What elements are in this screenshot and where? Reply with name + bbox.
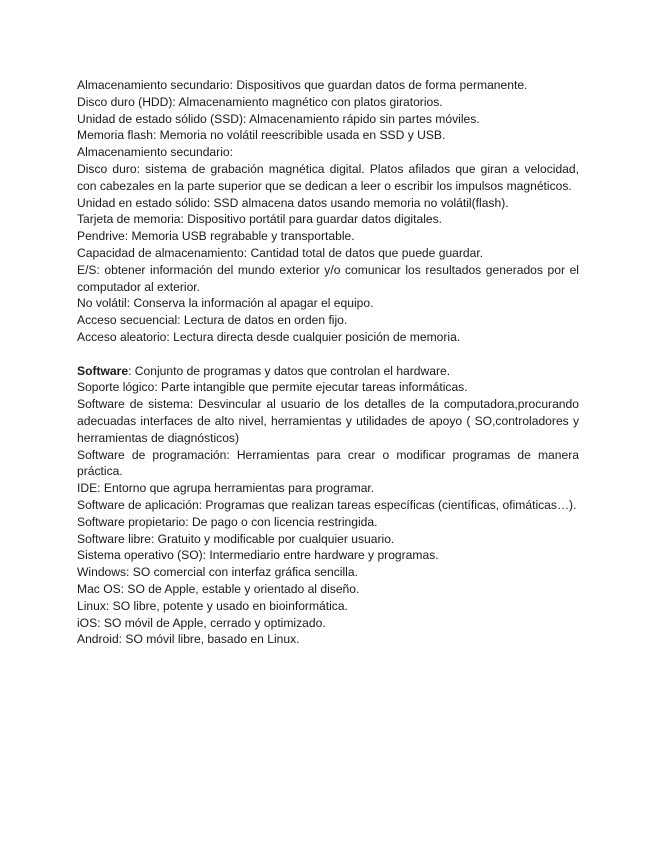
document-page <box>77 77 579 648</box>
software-line: Soporte lógico: Parte intangible que permite ejecutar tareas informáticas. <box>77 380 468 395</box>
storage-line: Acceso secuencial: Lectura de datos en orden fijo. <box>77 313 348 328</box>
storage-line: Tarjeta de memoria: Dispositivo portátil para guardar datos digitales. <box>77 212 443 227</box>
software-line: iOS: SO móvil de Apple, cerrado y optimizado. <box>77 615 326 630</box>
section-spacer <box>77 346 579 363</box>
software-line: Software de sistema: Desvincular al usuario de los detalles de la computadora,procurando adecuadas interfaces de alto nivel, herramientas y utilidades de apoyo ( SO,controladores y herramientas de diagnósticos) <box>77 397 579 445</box>
storage-line: Unidad de estado sólido (SSD): Almacenamiento rápido sin partes móviles. <box>77 111 480 126</box>
software-definition: : Conjunto de programas y datos que controlan el hardware. <box>128 363 451 378</box>
software-line: Software de programación: Herramientas para crear o modificar programas de manera práctica. <box>77 447 579 479</box>
storage-line: Unidad en estado sólido: SSD almacena datos usando memoria no volátil(flash). <box>77 195 509 210</box>
storage-line: Disco duro (HDD): Almacenamiento magnético con platos giratorios. <box>77 94 443 109</box>
software-line: Sistema operativo (SO): Intermediario entre hardware y programas. <box>77 548 439 563</box>
storage-section <box>77 77 579 346</box>
software-line: Android: SO móvil libre, basado en Linux. <box>77 632 300 647</box>
storage-line: Almacenamiento secundario: <box>77 145 233 160</box>
storage-line: Pendrive: Memoria USB regrabable y transportable. <box>77 229 355 244</box>
storage-line: Memoria flash: Memoria no volátil reescribible usada en SSD y USB. <box>77 128 446 143</box>
software-line: IDE: Entorno que agrupa herramientas para programar. <box>77 481 375 496</box>
software-line: Software libre: Gratuito y modificable por cualquier usuario. <box>77 531 395 546</box>
software-line: Linux: SO libre, potente y usado en bioinformática. <box>77 598 348 613</box>
storage-line: E/S: obtener información del mundo exterior y/o comunicar los resultados generados por el computador al exterior. <box>77 262 579 294</box>
storage-line: Disco duro: sistema de grabación magnética digital. Platos afilados que giran a velocidad, con cabezales en la parte superior que se dedican a leer o escribir los impulsos magnéticos. <box>77 161 579 193</box>
software-section <box>77 363 579 649</box>
storage-line: Acceso aleatorio: Lectura directa desde cualquier posición de memoria. <box>77 329 461 344</box>
storage-line: Capacidad de almacenamiento: Cantidad total de datos que puede guardar. <box>77 245 484 260</box>
software-intro-line <box>77 363 579 380</box>
storage-line: No volátil: Conserva la información al apagar el equipo. <box>77 296 374 311</box>
software-line: Mac OS: SO de Apple, estable y orientado al diseño. <box>77 581 360 596</box>
storage-line: Almacenamiento secundario: Dispositivos que guardan datos de forma permanente. <box>77 78 528 92</box>
software-term: Software <box>77 363 129 378</box>
software-line: Software propietario: De pago o con licencia restringida. <box>77 514 378 529</box>
software-line: Windows: SO comercial con interfaz gráfica sencilla. <box>77 565 358 580</box>
software-line: Software de aplicación: Programas que realizan tareas específicas (científicas, ofimáticas…). <box>77 497 577 512</box>
